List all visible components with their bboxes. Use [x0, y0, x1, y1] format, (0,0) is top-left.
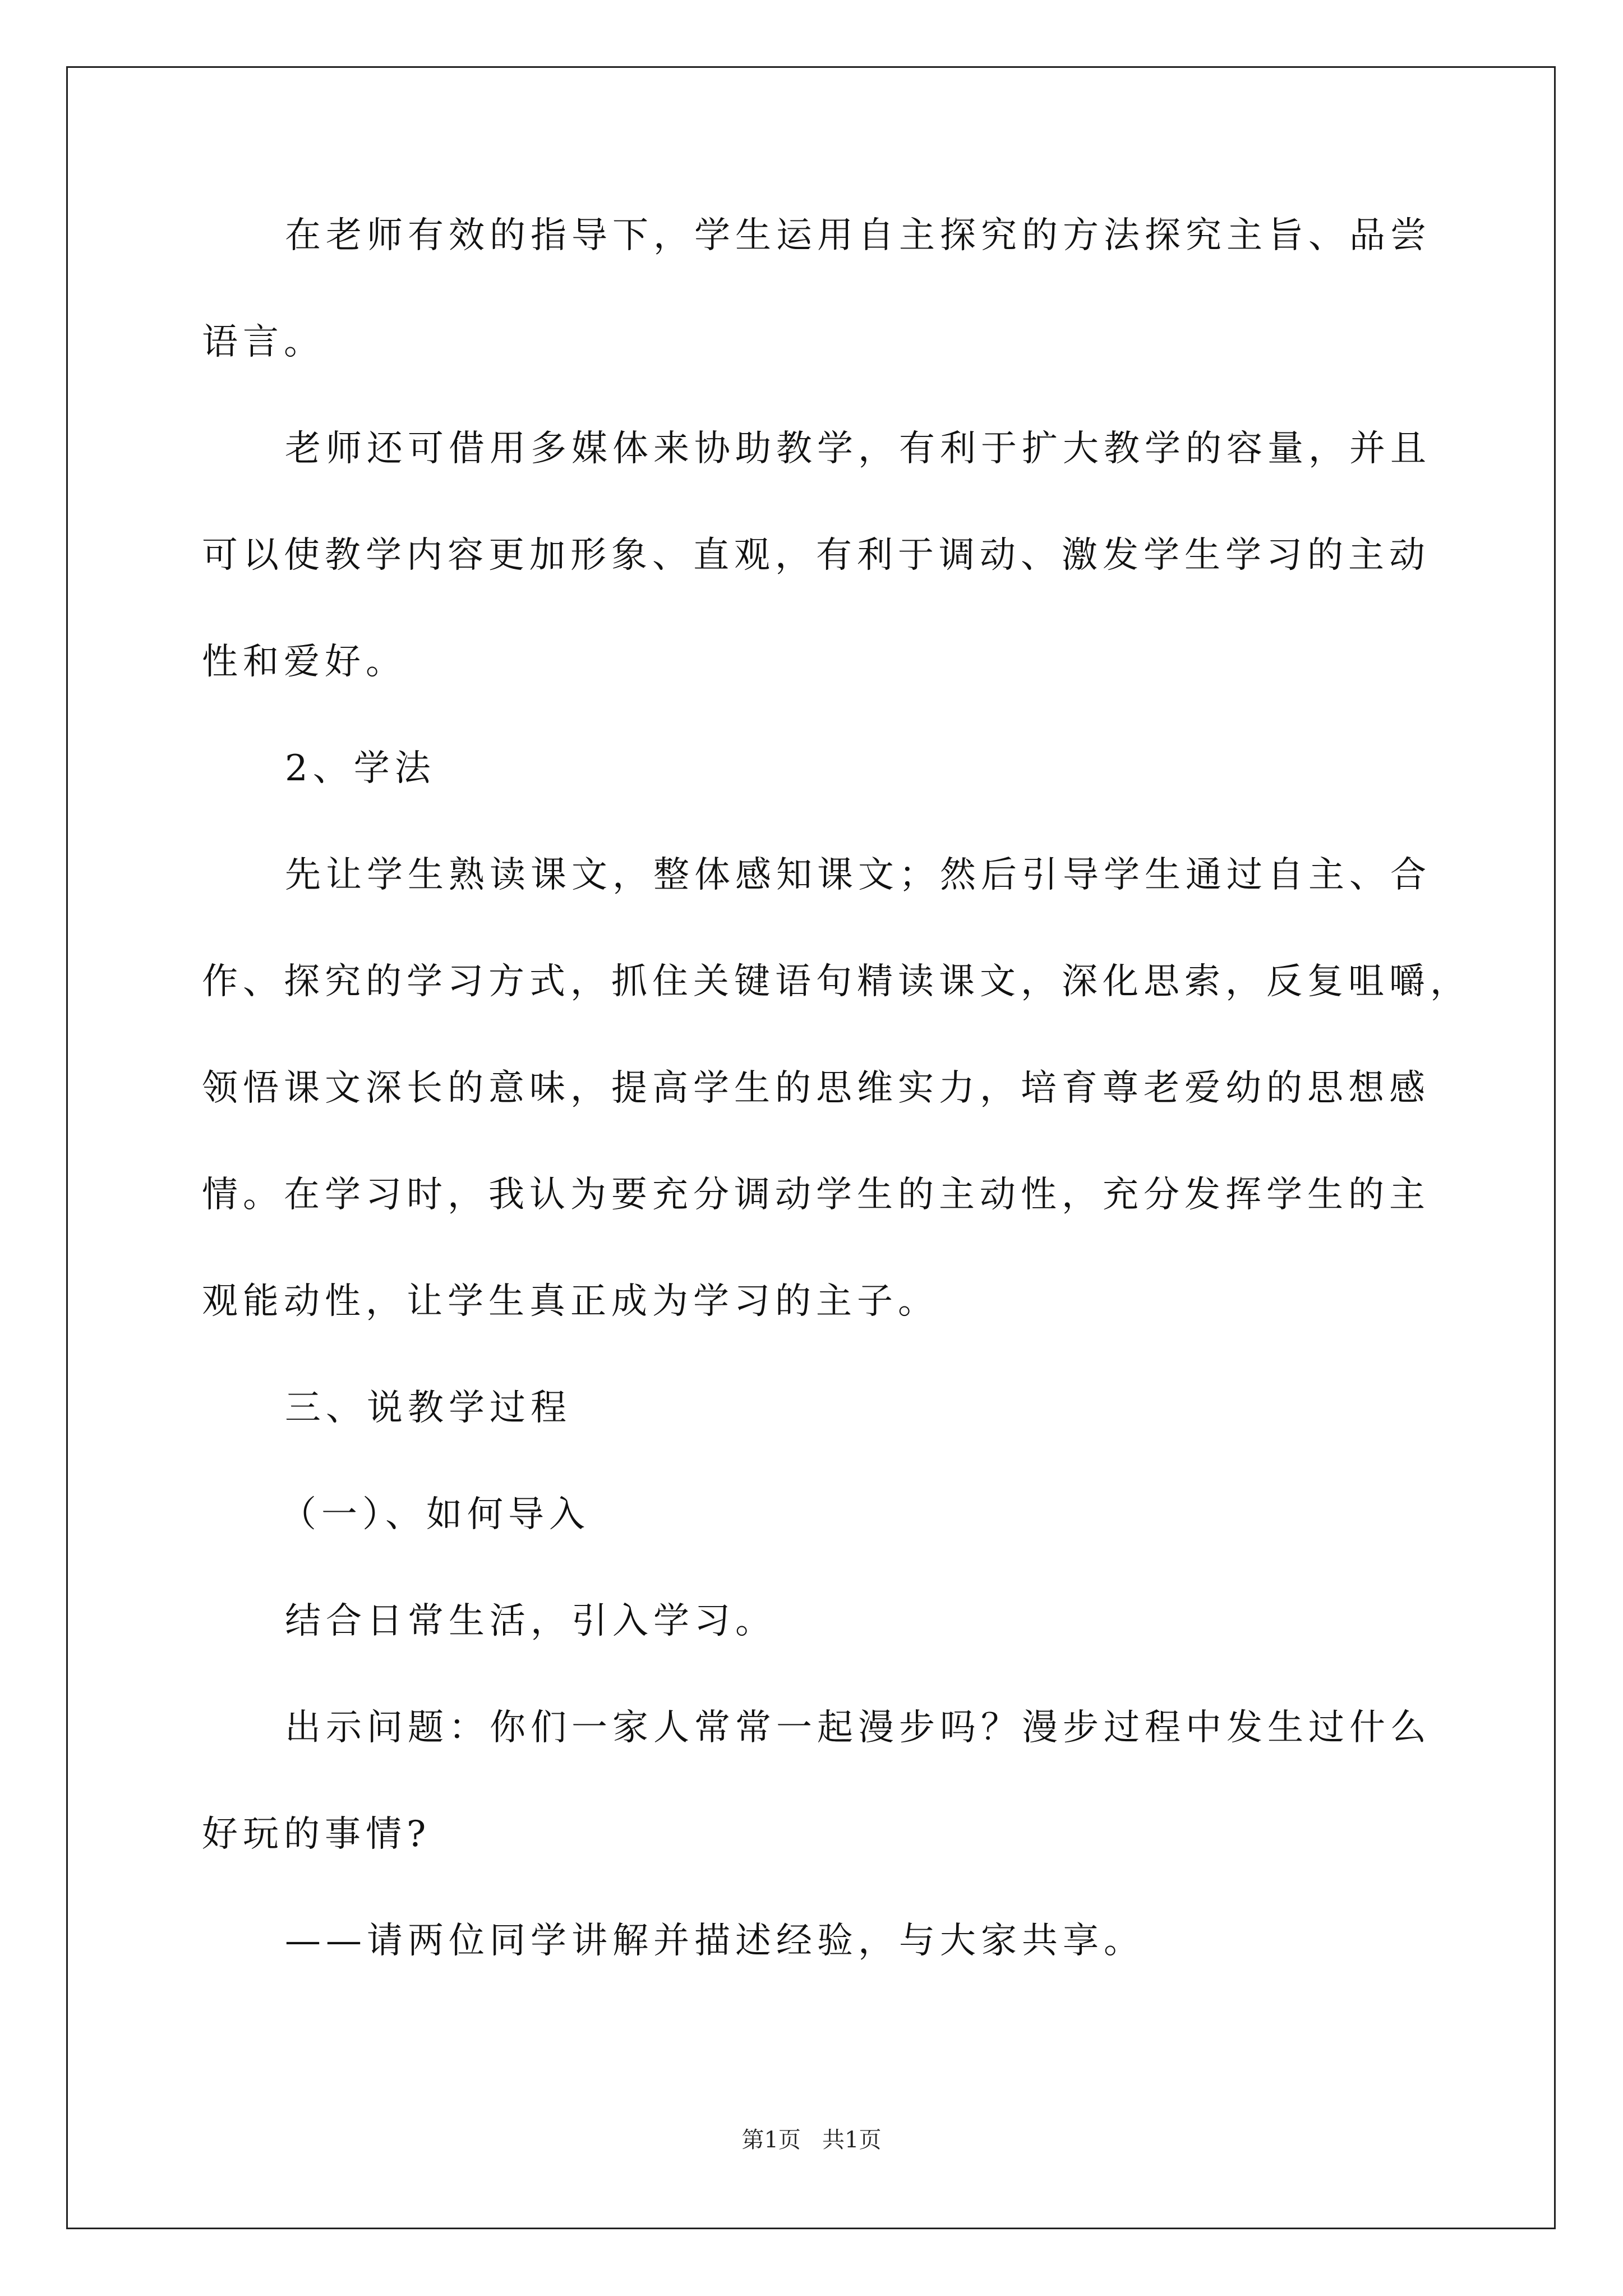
text-line: 情。在学习时，我认为要充分调动学生的主动性，充分发挥学生的主 — [202, 1174, 1430, 1216]
section-heading: 三、说教学过程 — [285, 1387, 571, 1429]
text-line: 语言。 — [202, 321, 325, 363]
text-line: 好玩的事情? — [202, 1814, 431, 1855]
section-heading: 2、学法 — [285, 748, 436, 789]
text-line: 出示问题：你们一家人常常一起漫步吗？漫步过程中发生过什么 — [285, 1707, 1431, 1749]
text-line: 性和爱好。 — [202, 641, 407, 683]
subsection-heading: （一）、如何导入 — [280, 1494, 590, 1535]
text-line: 老师还可借用多媒体来协助教学，有利于扩大教学的容量，并且 — [285, 428, 1431, 470]
text-line: 可以使教学内容更加形象、直观，有利于调动、激发学生学习的主动 — [202, 535, 1430, 576]
text-line: 在老师有效的指导下，学生运用自主探究的方法探究主旨、品尝 — [285, 215, 1431, 256]
text-line: 作、探究的学习方式，抓住关键语句精读课文，深化思索，反复咀嚼， — [202, 961, 1471, 1002]
text-line: 领悟课文深长的意味，提高学生的思维实力，培育尊老爱幼的思想感 — [202, 1068, 1430, 1109]
text-line: 先让学生熟读课文，整体感知课文；然后引导学生通过自主、合 — [285, 854, 1431, 896]
page-border — [66, 66, 1556, 2229]
text-line: 结合日常生活，引入学习。 — [285, 1600, 776, 1642]
text-line: 观能动性，让学生真正成为学习的主子。 — [202, 1281, 939, 1322]
page-number-footer: 第1页 共1页 — [741, 2127, 882, 2153]
text-line: ——请两位同学讲解并描述经验，与大家共享。 — [285, 1920, 1145, 1962]
